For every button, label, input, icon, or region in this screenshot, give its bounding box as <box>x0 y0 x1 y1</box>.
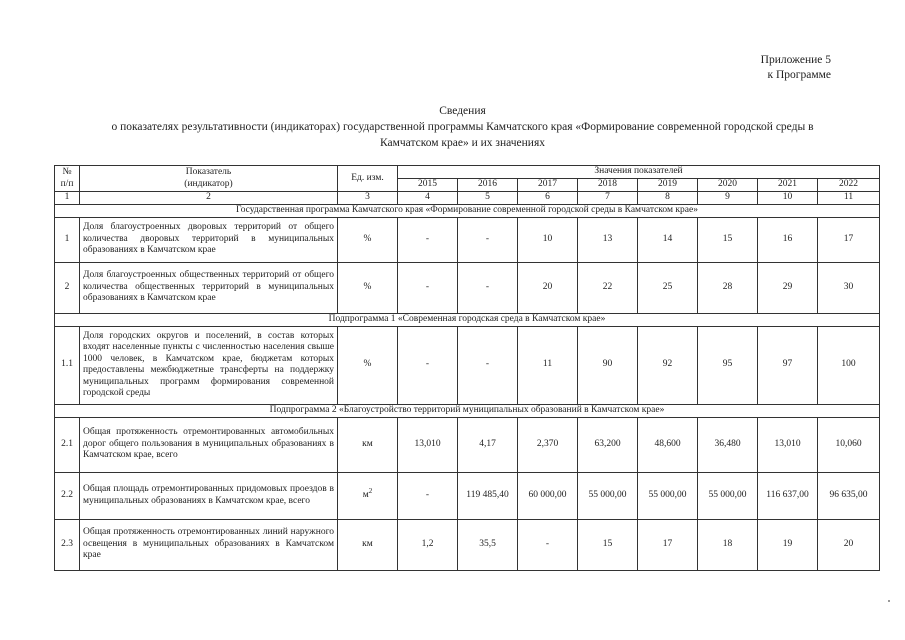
value-cell: 10,060 <box>818 417 880 472</box>
value-cell: 17 <box>818 217 880 262</box>
value-cell: 29 <box>758 262 818 313</box>
value-cell: - <box>458 326 518 404</box>
column-number: 5 <box>458 192 518 205</box>
value-cell: 119 485,40 <box>458 472 518 519</box>
value-cell: 18 <box>698 519 758 570</box>
value-cell: 36,480 <box>698 417 758 472</box>
value-cell: 16 <box>758 217 818 262</box>
indicator-name: Общая протяженность отремонтированных линий наружного освещения в муниципальных образованиях в Камчатском крае <box>80 519 338 570</box>
value-cell: 35,5 <box>458 519 518 570</box>
table-row <box>55 262 880 313</box>
unit-cell <box>338 262 398 313</box>
column-number: 3 <box>338 192 398 205</box>
value-cell: - <box>398 262 458 313</box>
title-line-2: о показателях результативности (индикаторах) государственной программы Камчатского края «Формирование современной городской среды в <box>111 121 814 133</box>
value-cell: 97 <box>758 326 818 404</box>
indicators-table <box>54 165 880 571</box>
column-number: 9 <box>698 192 758 205</box>
appendix-line-1: Приложение 5 <box>760 54 831 66</box>
value-cell: 63,200 <box>578 417 638 472</box>
indicator-name: Доля благоустроенных дворовых территорий от общего количества дворовых территорий в муниципальных образованиях в Камчатском крае <box>80 217 338 262</box>
row-number: 1.1 <box>55 326 80 404</box>
value-cell: 30 <box>818 262 880 313</box>
header-year: 2015 <box>398 179 458 192</box>
value-cell: - <box>398 217 458 262</box>
value-cell: - <box>398 472 458 519</box>
value-cell: 20 <box>818 519 880 570</box>
value-cell: 11 <box>518 326 578 404</box>
title-line-3: Камчатском крае» и их значениях <box>379 137 545 149</box>
value-cell: 19 <box>758 519 818 570</box>
indicator-name: Общая площадь отремонтированных придомовых проездов в муниципальных образованиях в Камчатском крае, всего <box>80 472 338 519</box>
appendix-line-2: к Программе <box>767 69 831 81</box>
value-cell: 1,2 <box>398 519 458 570</box>
unit-cell <box>338 417 398 472</box>
section-title: Государственная программа Камчатского края «Формирование современной городской среды в Камчатском крае» <box>55 204 880 217</box>
value-cell: 55 000,00 <box>578 472 638 519</box>
value-cell: 25 <box>638 262 698 313</box>
title-line-1: Сведения <box>439 105 486 117</box>
value-cell: 20 <box>518 262 578 313</box>
header-indicator: Показатель (индикатор) <box>80 166 338 192</box>
header-num: № п/п <box>55 166 80 192</box>
value-cell: 96 635,00 <box>818 472 880 519</box>
table-row <box>55 326 880 404</box>
section-row <box>55 404 880 417</box>
value-cell: 95 <box>698 326 758 404</box>
unit-cell <box>338 326 398 404</box>
indicator-name: Доля благоустроенных общественных территорий от общего количества общественных территорий в муниципальных образованиях в Камчатском крае <box>80 262 338 313</box>
section-title: Подпрограмма 2 «Благоустройство территорий муниципальных образований в Камчатском крае» <box>55 404 880 417</box>
value-cell: 28 <box>698 262 758 313</box>
row-number: 2.1 <box>55 417 80 472</box>
unit-superscript: 2 <box>368 486 373 495</box>
unit-cell <box>338 519 398 570</box>
header-year: 2022 <box>818 179 880 192</box>
value-cell: 10 <box>518 217 578 262</box>
value-cell: 48,600 <box>638 417 698 472</box>
header-year: 2017 <box>518 179 578 192</box>
value-cell: - <box>458 262 518 313</box>
row-number: 2 <box>55 262 80 313</box>
unit-cell <box>338 217 398 262</box>
value-cell: 4,17 <box>458 417 518 472</box>
table-row <box>55 217 880 262</box>
value-cell: 13,010 <box>758 417 818 472</box>
indicator-name: Доля городских округов и поселений, в состав которых входят населенные пункты с численностью населения свыше 1000 человек, в Камчатском крае, бюджетам которых предоставлены межбюджетные трансферты на поддержку муниципальных программ формирования современной городской среды <box>80 326 338 404</box>
column-number: 2 <box>80 192 338 205</box>
value-cell: 13,010 <box>398 417 458 472</box>
value-cell: 90 <box>578 326 638 404</box>
header-unit: Ед. изм. <box>338 166 398 192</box>
table-row <box>55 472 880 519</box>
value-cell: 55 000,00 <box>638 472 698 519</box>
section-row <box>55 313 880 326</box>
column-number: 8 <box>638 192 698 205</box>
value-cell: 92 <box>638 326 698 404</box>
value-cell: - <box>458 217 518 262</box>
value-cell: 60 000,00 <box>518 472 578 519</box>
value-cell: 15 <box>578 519 638 570</box>
table-row <box>55 519 880 570</box>
value-cell: 22 <box>578 262 638 313</box>
section-row <box>55 204 880 217</box>
unit-text: % <box>363 359 372 370</box>
column-number: 1 <box>55 192 80 205</box>
value-cell: 14 <box>638 217 698 262</box>
value-cell: 17 <box>638 519 698 570</box>
column-number: 10 <box>758 192 818 205</box>
header-year: 2018 <box>578 179 638 192</box>
appendix-label <box>761 53 831 83</box>
value-cell: - <box>398 326 458 404</box>
unit-text: % <box>363 233 372 244</box>
scan-speck <box>888 600 890 602</box>
document-title <box>60 103 865 151</box>
header-year: 2020 <box>698 179 758 192</box>
value-cell: 116 637,00 <box>758 472 818 519</box>
column-number: 4 <box>398 192 458 205</box>
row-number: 2.3 <box>55 519 80 570</box>
indicator-name: Общая протяженность отремонтированных автомобильных дорог общего пользования в муниципальных образованиях в Камчатском крае, всего <box>80 417 338 472</box>
unit-text: км <box>362 538 373 549</box>
unit-text: км <box>362 438 373 449</box>
section-title: Подпрограмма 1 «Современная городская среда в Камчатском крае» <box>55 313 880 326</box>
header-year: 2016 <box>458 179 518 192</box>
value-cell: 2,370 <box>518 417 578 472</box>
row-number: 2.2 <box>55 472 80 519</box>
table-row <box>55 417 880 472</box>
column-number: 7 <box>578 192 638 205</box>
unit-text: м <box>362 489 369 500</box>
unit-text: % <box>363 281 372 292</box>
header-values: Значения показателей <box>398 166 880 179</box>
value-cell: 55 000,00 <box>698 472 758 519</box>
column-number: 6 <box>518 192 578 205</box>
value-cell: 15 <box>698 217 758 262</box>
value-cell: 13 <box>578 217 638 262</box>
value-cell: - <box>518 519 578 570</box>
column-number: 11 <box>818 192 880 205</box>
header-year: 2021 <box>758 179 818 192</box>
header-year: 2019 <box>638 179 698 192</box>
row-number: 1 <box>55 217 80 262</box>
unit-cell <box>338 472 398 519</box>
value-cell: 100 <box>818 326 880 404</box>
